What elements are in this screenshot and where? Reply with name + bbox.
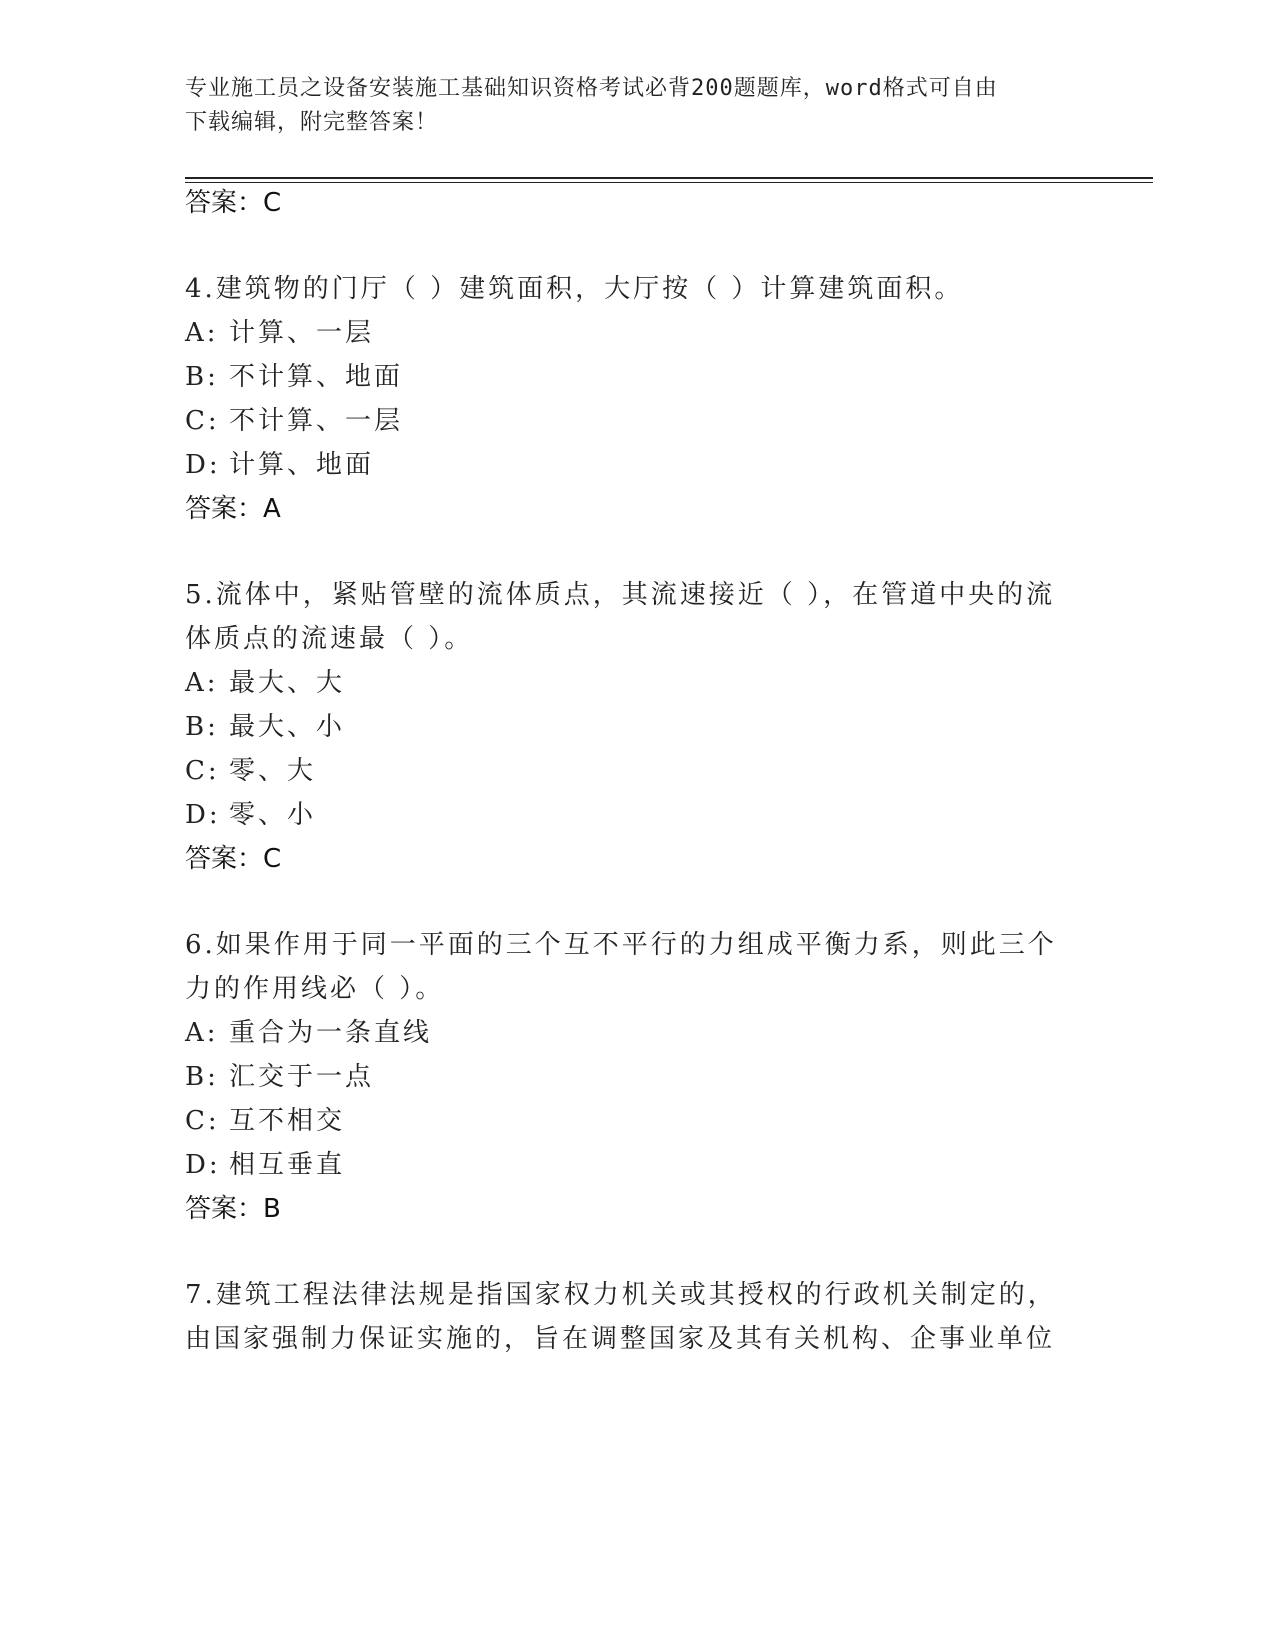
option-letter: C: [185, 406, 220, 436]
question-4-option-a [185, 316, 374, 350]
answer-q5: 答案：C [185, 844, 282, 874]
option-text: 汇交于一点 [229, 1062, 375, 1092]
option-letter: C: [185, 1106, 220, 1136]
option-text: 最大、大 [229, 668, 346, 698]
option-text: 计算、一层 [229, 318, 375, 348]
option-letter: D: [185, 450, 221, 480]
document-header [185, 72, 1065, 140]
option-letter: D: [185, 800, 221, 830]
header-divider-thick [185, 177, 1153, 179]
option-letter: A: [185, 668, 219, 698]
option-text: 相互垂直 [229, 1150, 346, 1180]
question-6-option-d [185, 1148, 345, 1182]
question-5-stem-line-2: 体质点的流速最（ ）。 [185, 624, 474, 654]
option-letter: B: [185, 712, 219, 742]
option-letter: C: [185, 756, 220, 786]
question-5-option-a [185, 666, 345, 700]
answer-prev: 答案：C [185, 188, 282, 218]
question-4-stem: 4.建筑物的门厅（ ）建筑面积，大厅按（ ）计算建筑面积。 [185, 274, 964, 304]
option-text: 计算、地面 [229, 450, 375, 480]
option-text: 重合为一条直线 [229, 1018, 433, 1048]
header-line-1: 专业施工员之设备安装施工基础知识资格考试必背200题题库，word格式可自由 [185, 76, 998, 101]
option-text: 零、小 [229, 800, 317, 830]
option-letter: A: [185, 1018, 219, 1048]
question-6-option-a [185, 1016, 432, 1050]
option-text: 不计算、地面 [229, 362, 404, 392]
question-5-stem-line-1: 5.流体中，紧贴管壁的流体质点，其流速接近（ ），在管道中央的流 [185, 580, 1056, 610]
option-text: 最大、小 [229, 712, 346, 742]
question-4-option-d [185, 448, 374, 482]
question-4-option-b [185, 360, 403, 394]
header-line-2: 下载编辑，附完整答案！ [185, 110, 439, 135]
question-5-option-b [185, 710, 345, 744]
question-4-option-c [185, 404, 403, 438]
question-6-stem-line-1: 6.如果作用于同一平面的三个互不平行的力组成平衡力系，则此三个 [185, 930, 1057, 960]
option-letter: D: [185, 1150, 221, 1180]
question-6-stem-line-2: 力的作用线必（ ）。 [185, 974, 445, 1004]
answer-q6: 答案：B [185, 1194, 281, 1224]
option-letter: B: [185, 1062, 219, 1092]
question-5-option-c [185, 754, 316, 788]
question-6-option-b [185, 1060, 374, 1094]
question-7-stem-line-1: 7.建筑工程法律法规是指国家权力机关或其授权的行政机关制定的， [185, 1280, 1057, 1310]
option-letter: B: [185, 362, 219, 392]
question-5-option-d [185, 798, 316, 832]
question-7-stem-line-2: 由国家强制力保证实施的，旨在调整国家及其有关机构、企事业单位 [185, 1324, 1056, 1354]
header-divider-thin [185, 182, 1153, 183]
answer-q4: 答案：A [185, 494, 281, 524]
option-letter: A: [185, 318, 219, 348]
option-text: 零、大 [229, 756, 317, 786]
option-text: 互不相交 [229, 1106, 346, 1136]
option-text: 不计算、一层 [229, 406, 404, 436]
question-6-option-c [185, 1104, 345, 1138]
